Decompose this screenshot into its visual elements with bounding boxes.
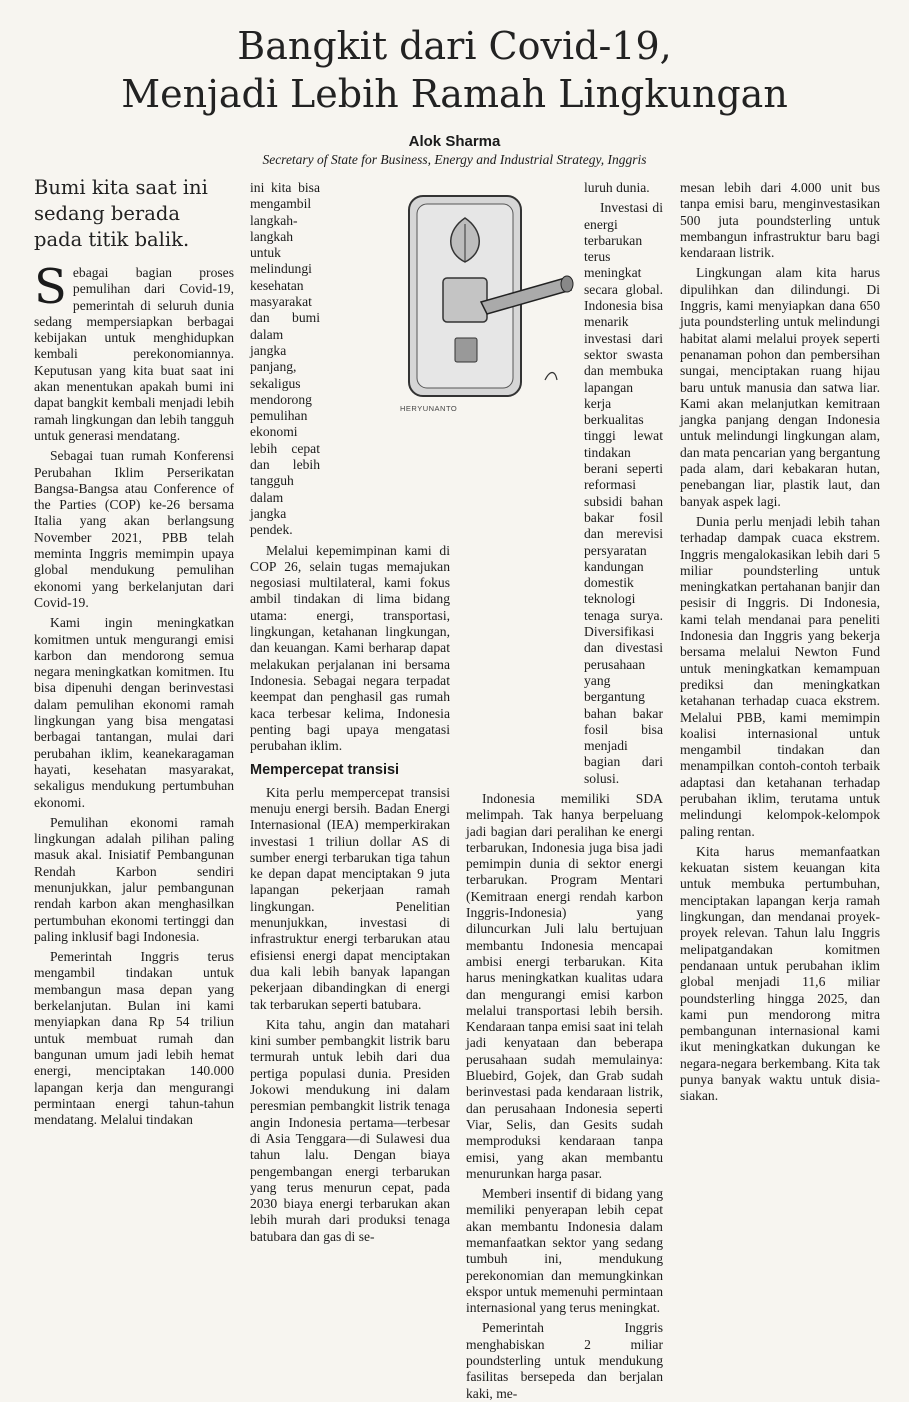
illustration-credit: HERYUNANTO <box>400 404 458 413</box>
paragraph: Kita harus memanfaatkan kekuatan sistem keuangan kita untuk membuka pertumbuhan, menciptakan lapangan kerja ramah lingkungan, dan mendanai proyek-proyek relevan. Tahun lalu Inggris melipatgandakan komitmen pendanaan untuk perubahan iklim global menjadi 11,6 miliar poundsterling hingga 2025, dan kami pun mendorong mitra pembangunan internasional kami ikut meningkatkan dukungan ke negara-negara berkembang. Kita tak punya banyak waktu untuk disia-siakan. <box>680 843 880 1104</box>
paragraph: Pemerintah Inggris menghabiskan 2 miliar poundsterling untuk mendukung fasilitas bersepeda dan berjalan kaki, me- <box>466 1320 663 1401</box>
subheading: Mempercepat transisi <box>250 762 400 779</box>
dropcap: S <box>34 259 67 315</box>
paragraph: Sebagai tuan rumah Konferensi Perubahan Iklim Perserikatan Bangsa-Bangsa atau Conference of the Parties (COP) ke-26 bersama Italia yang akan berlangsung November 2021, PBB telah meminta Inggris memimpin upaya global mendukung pemulihan ekonomi yang berkelanjutan dari Covid-19. <box>34 448 234 610</box>
paragraph: Indonesia memiliki SDA melimpah. Tak hanya berpeluang jadi bagian dari peralihan ke energi terbarukan, Indonesia juga bisa jadi pemimpin dunia di sektor energi terbarukan. Program Mentari (Kemitraan energi rendah karbon Inggris-Indonesia) yang diluncurkan Juli lalu bertujuan membantu Indonesia mencapai ambisi energi terbarukan. Kita harus meningkatkan kualitas udara dan mengurangi emisi karbon melalui transportasi lebih bersih. Kendaraan tanpa emisi saat ini telah jadi kenyataan dan beberapa perusahaan sudah memulainya: Bluebird, Gojek, dan Grab sudah berinvestasi pada kendaraan listrik, dan perusahaan Indonesia seperti Viar, Selis, dan Gesits sudah memproduksi kendaraan tanpa emisi, yang akan membantu menurunkan harga pasar. <box>466 790 663 1181</box>
paragraph-text: ebagai bagian proses pemulihan dari Covid-19, pemerintah di seluruh dunia sedang mempersiapkan berbagai kebijakan untuk menghidupkan kembali perekonomiannya. Keputusan yang kita buat saat ini akan menentukan apakah bumi ini dapat bangkit kembali menjadi lebih ramah lingkungan dan lebih tangguh untuk generasi mendatang. <box>34 265 234 443</box>
author-role: Secretary of State for Business, Energy and Industrial Strategy, Inggris <box>262 152 647 167</box>
paragraph: luruh dunia. <box>584 180 650 195</box>
headline-line-1: Bangkit dari Covid-19, <box>237 24 672 68</box>
paragraph: Investasi di energi terbarukan terus meningkat secara global. Indonesia bisa menarik investasi dari sektor swasta dan membuka lapangan kerja berkualitas tinggi lewat tindakan berani seperti reformasi subsidi bahan bakar fosil dan merevisi persyaratan kandungan domestik teknologi tenaga surya. Diversifikasi dan divestasi perusahaan yang bergantung bahan bakar fosil bisa menjadi bagian dari solusi. <box>584 200 663 786</box>
author-name: Alok Sharma <box>408 133 501 150</box>
leaf-light-switch-icon <box>395 190 580 412</box>
column-4 <box>680 180 880 1105</box>
paragraph <box>34 259 234 444</box>
headline-line-2: Menjadi Lebih Ramah Lingkungan <box>121 72 788 116</box>
paragraph: ini kita bisa mengambil langkah-langkah untuk melindungi kesehatan masyarakat dan bumi dalam jangka panjang, sekaligus mendorong pemulihan ekonomi lebih cepat dan lebih tangguh dalam jangka pendek. <box>250 180 320 538</box>
paragraph: Dunia perlu menjadi lebih tahan terhadap dampak cuaca ekstrem. Inggris mengalokasikan lebih dari 5 miliar poundsterling untuk meningkatkan pertahanan banjir dan pesisir di Inggris. Di Indonesia, kami telah mendanai para peneliti Indonesia dan Inggris yang bekerja bersama melalui Newton Fund untuk meningkatkan kemampuan prediksi dan meningkatkan ketahanan terhadap cuaca ekstrem. Melalui PBB, kami memimpin koalisi internasional untuk mengambil tindakan dan menampilkan contoh-contoh terbaik adaptasi dan ketahanan terhadap perubahan iklim, terutama untuk melindungi kelompok-kelompok paling rentan. <box>680 513 880 839</box>
paragraph: Pemulihan ekonomi ramah lingkungan adalah pilihan paling masuk akal. Inisiatif Pembangunan Rendah Karbon sendiri menunjukkan, jalur pembangunan rendah karbon akan menghasilkan pertumbuhan ekonomi tertinggi dan paling inklusif bagi Indonesia. <box>34 814 234 944</box>
paragraph: Pemerintah Inggris terus mengambil tindakan untuk membangun masa depan yang berkelanjutan. Bulan ini kami menyiapkan dana Rp 54 triliun untuk membuat rumah dan bangunan umum jadi lebih hemat energi, menciptakan 140.000 lapangan kerja dan mengurangi permintaan energi tahun-tahun mendatang. Melalui tindakan <box>34 949 234 1128</box>
paragraph: Kita tahu, angin dan matahari kini sumber pembangkit listrik baru termurah untuk lebih dari dua pertiga populasi dunia. Presiden Jokowi mendukung ini dalam peresmian pembangkit listrik tenaga angin Indonesia pertama—terbesar di Asia Tenggara—di Sulawesi dua tahun lalu. Dengan biaya pengembangan energi terbarukan yang terus menurun cepat, pada 2030 biaya energi terbarukan akan lebih murah dari produksi tenaga batubara dan gas di se- <box>250 1016 450 1244</box>
paragraph: Lingkungan alam kita harus dipulihkan dan dilindungi. Di Inggris, kami menyiapkan dana 650 juta poundsterling untuk melindungi habitat alami melalui proyek seperti penanaman pohon dan pembersihan sungai, menciptakan ruang hijau baru untuk manusia dan satwa liar. Kami akan melanjutkan kemitraan jangka panjang dengan Indonesia untuk melindungi lingkungan alam, dan mata pencarian yang bergantung pada alam, dari kebakaran hutan, penebangan liar, plastik laut, dan banyak aspek lagi. <box>680 265 880 509</box>
paragraph: Melalui kepemimpinan kami di COP 26, selain tugas memajukan negosiasi multilateral, kami fokus ambil tindakan di lima bidang utama: energi, transportasi, lingkungan, ketahanan lingkungan, dan keuangan. Kami berharap dapat melakukan perjalanan ini bersama Indonesia. Sebagai negara terpadat keempat dan penghasil gas rumah kaca terbesar kelima, Indonesia penting bagi upaya mengatasi perubahan iklim. <box>250 542 450 754</box>
paragraph: Memberi insentif di bidang yang memiliki penyerapan lebih cepat akan membantu Indonesia dalam memanfaatkan sektor yang sedang tumbuh ini, mendukung perekonomian dan memungkinkan ekspor untuk memenuhi permintaan internasional yang terus meningkat. <box>466 1186 663 1316</box>
paragraph: Kita perlu mempercepat transisi menuju energi bersih. Badan Energi Internasional (IEA) memperkirakan investasi 1 triliun dollar AS di sumber energi terbarukan tiga tahun ke depan dapat menciptakan 9 juta lapangan pekerjaan ramah lingkungan. Penelitian menunjukkan, investasi di infrastruktur energi terbarukan atau efisiensi energi dapat menciptakan dua kali lebih banyak lapangan pekerjaan dibandingkan di energi tak terbarukan seperti batubara. <box>250 784 450 1012</box>
paragraph: Kami ingin meningkatkan komitmen untuk mengurangi emisi karbon dan mendorong semua negara meningkatkan komitmen. Itu bisa dipenuhi dengan berinvestasi dalam pemulihan ekonomi ramah lingkungan yang bisa mengatasi berbagai tantangan, mulai dari perubahan iklim, keanekaragaman hayati, kesehatan masyarakat, sekaligus mendukung pertumbuhan ekonomi. <box>34 615 234 810</box>
column-1 <box>34 259 234 1128</box>
paragraph: mesan lebih dari 4.000 unit bus tanpa emisi baru, menginvestasikan 500 juta poundsterling untuk membangun infrastruktur baru bagi kendaraan listrik. <box>680 180 880 261</box>
pull-quote: Bumi kita saat ini sedang berada pada titik balik. <box>34 176 208 251</box>
